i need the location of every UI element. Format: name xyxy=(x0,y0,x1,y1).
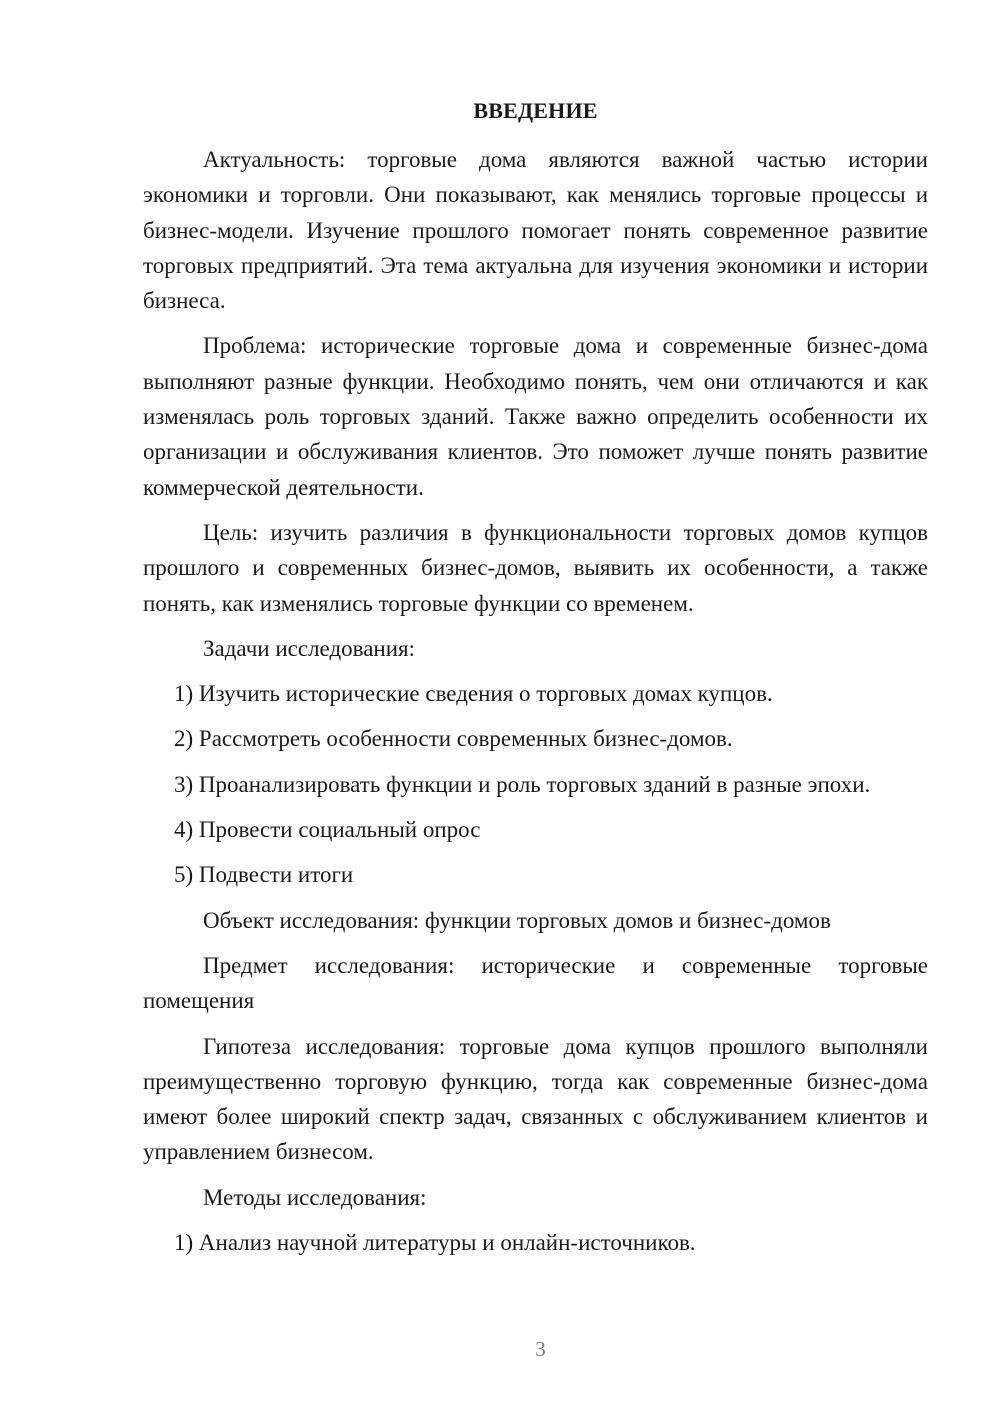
paragraph-relevance: Актуальность: торговые дома являются важной частью истории экономики и торговли. Они показывают, как менялись торговые процессы и бизнес-модели. Изучение прошлого помогает понять современное развитие торговых предприятий. Эта тема актуальна для изучения экономики и истории бизнеса. xyxy=(143,147,928,314)
paragraph-object: Объект исследования: функции торговых домов и бизнес-домов xyxy=(203,907,831,933)
page-number: 3 xyxy=(535,1337,546,1361)
paragraph-methods-heading: Методы исследования: xyxy=(203,1184,427,1210)
paragraph-tasks-heading: Задачи исследования: xyxy=(203,635,416,661)
list-item-task-3: 3) Проанализировать функции и роль торговых зданий в разные эпохи. xyxy=(174,771,871,797)
section-title: ВВЕДЕНИЕ xyxy=(473,98,598,123)
list-item-task-2: 2) Рассмотреть особенности современных бизнес-домов. xyxy=(174,726,733,752)
paragraph-subject: Предмет исследования: исторические и современные торговые помещения xyxy=(143,952,928,1014)
paragraph-goal: Цель: изучить различия в функциональности торговых домов купцов прошлого и современных бизнес-домов, выявить их особенности, а также понять, как изменялись торговые функции со временем. xyxy=(143,519,928,616)
list-item-task-1: 1) Изучить исторические сведения о торговых домах купцов. xyxy=(174,681,773,707)
paragraph-hypothesis: Гипотеза исследования: торговые дома купцов прошлого выполняли преимущественно торговую функцию, тогда как современные бизнес-дома имеют более широкий спектр задач, связанных с обслуживанием клиентов и управлением бизнесом. xyxy=(143,1033,928,1165)
list-item-method-1: 1) Анализ научной литературы и онлайн-источников. xyxy=(174,1230,696,1256)
list-item-task-5: 5) Подвести итоги xyxy=(174,862,354,888)
paragraph-problem: Проблема: исторические торговые дома и современные бизнес-дома выполняют разные функции. Необходимо понять, чем они отличаются и как изменялась роль торговых зданий. Также важно определить особенности их организации и обслуживания клиентов. Это поможет лучше понять развитие коммерческой деятельности. xyxy=(143,333,928,500)
list-item-task-4: 4) Провести социальный опрос xyxy=(174,817,481,843)
body-text xyxy=(143,142,928,1270)
document-page xyxy=(143,0,928,1414)
